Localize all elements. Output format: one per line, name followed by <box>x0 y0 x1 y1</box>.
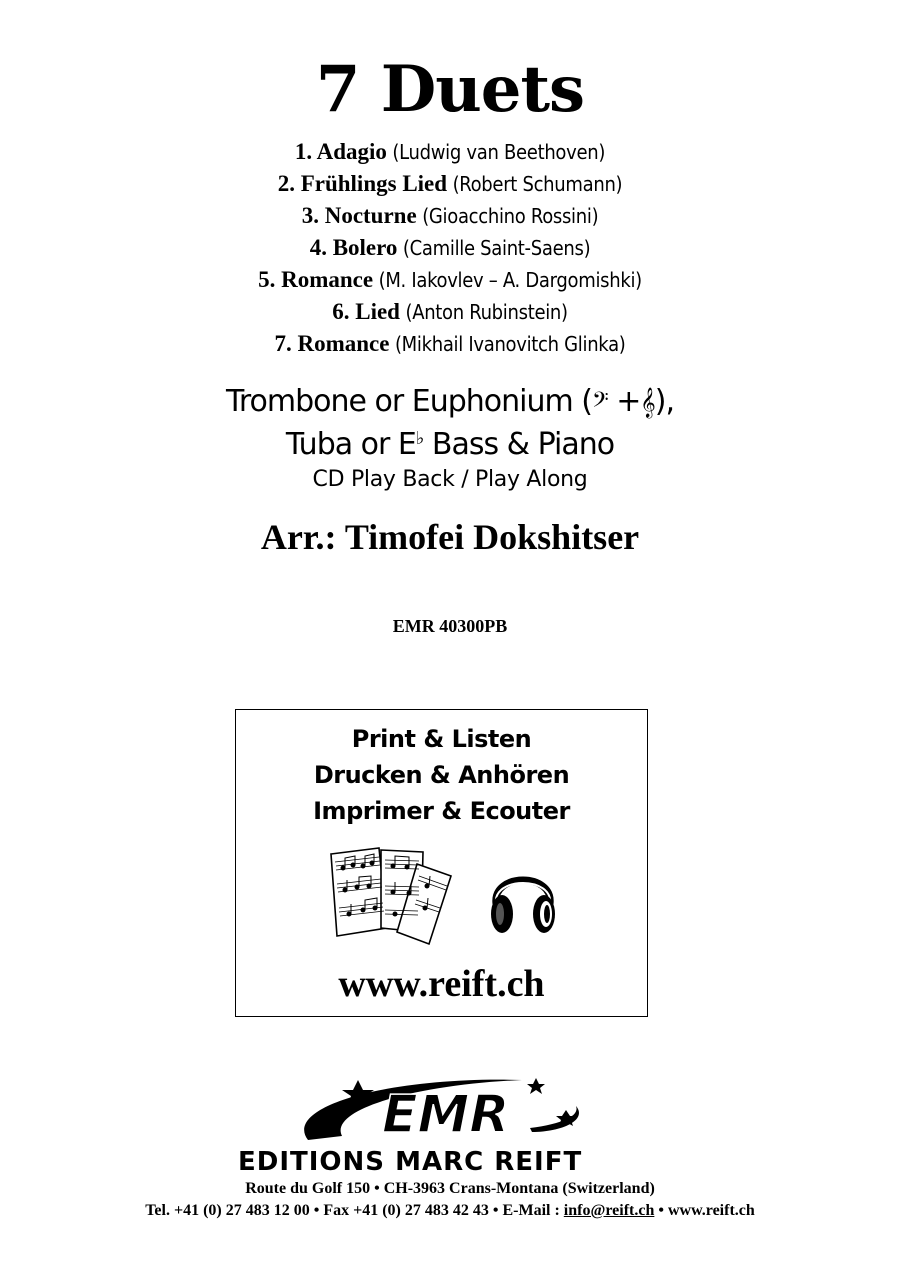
piece-name: 1. Adagio <box>294 139 387 164</box>
publisher-contact <box>0 1200 900 1222</box>
instrumentation-text: Bass & Piano <box>423 427 615 462</box>
page-title: 7 Duets <box>315 52 585 127</box>
list-item <box>0 232 900 264</box>
instrumentation-line-2 <box>0 421 900 463</box>
logo-letters: EMR <box>382 1085 510 1145</box>
flat-sign: ♭ <box>415 428 424 449</box>
piece-name: 2. Frühlings Lied <box>277 171 448 196</box>
piece-name: 5. Romance <box>258 267 374 292</box>
piece-composer: (Anton Rubinstein) <box>405 300 568 324</box>
playback-note: CD Play Back / Play Along <box>312 467 588 492</box>
arranger: Arr.: Timofei Dokshitser <box>260 517 640 557</box>
instrumentation-text: Trombone or Euphonium ( <box>225 384 592 419</box>
instrumentation <box>0 384 900 497</box>
piece-name: 3. Nocturne <box>301 203 417 228</box>
sheet-music-icon <box>329 846 459 946</box>
treble-clef-icon: 𝄞 <box>640 388 655 418</box>
emr-logo <box>232 1070 677 1180</box>
publisher-address: Route du Golf 150 • CH-3963 Crans-Montana (Switzerland) <box>245 1180 655 1197</box>
headphones-icon <box>488 862 558 938</box>
contact-text: • www.reift.ch <box>654 1202 755 1219</box>
box-line-german: Drucken & Anhören <box>313 761 570 789</box>
piece-list <box>0 136 900 360</box>
box-line-french: Imprimer & Ecouter <box>313 797 570 825</box>
list-item <box>0 328 900 360</box>
list-item <box>0 264 900 296</box>
instrumentation-line-1 <box>0 384 900 421</box>
contact-text: Tel. +41 (0) 27 483 12 00 • Fax +41 (0) 27 483 42 43 • E-Mail : <box>145 1202 564 1219</box>
list-item <box>0 136 900 168</box>
list-item <box>0 200 900 232</box>
instrumentation-text: ), <box>654 384 675 419</box>
email-link[interactable]: info@reift.ch <box>563 1202 655 1219</box>
piece-composer: (M. Iakovlev – A. Dargomishki) <box>378 268 642 292</box>
piece-composer: (Camille Saint-Saens) <box>402 236 591 260</box>
list-item <box>0 168 900 200</box>
piece-name: 4. Bolero <box>309 235 398 260</box>
piece-composer: (Robert Schumann) <box>452 172 623 196</box>
plus-sign: + <box>607 384 641 419</box>
box-website: www.reift.ch <box>338 963 545 1005</box>
instrumentation-text: Tuba or E <box>285 427 416 462</box>
print-listen-box <box>235 709 648 1017</box>
bass-clef-icon: 𝄢 <box>591 388 608 418</box>
list-item <box>0 296 900 328</box>
box-line-english: Print & Listen <box>351 725 532 753</box>
piece-name: 7. Romance <box>274 331 390 356</box>
publisher-address-block <box>0 1178 900 1222</box>
piece-composer: (Mikhail Ivanovitch Glinka) <box>394 332 626 356</box>
catalog-code: EMR 40300PB <box>392 616 508 636</box>
piece-composer: (Ludwig van Beethoven) <box>392 140 606 164</box>
piece-composer: (Gioacchino Rossini) <box>422 204 599 228</box>
piece-name: 6. Lied <box>332 299 400 324</box>
publisher-name: EDITIONS MARC REIFT <box>238 1147 583 1177</box>
